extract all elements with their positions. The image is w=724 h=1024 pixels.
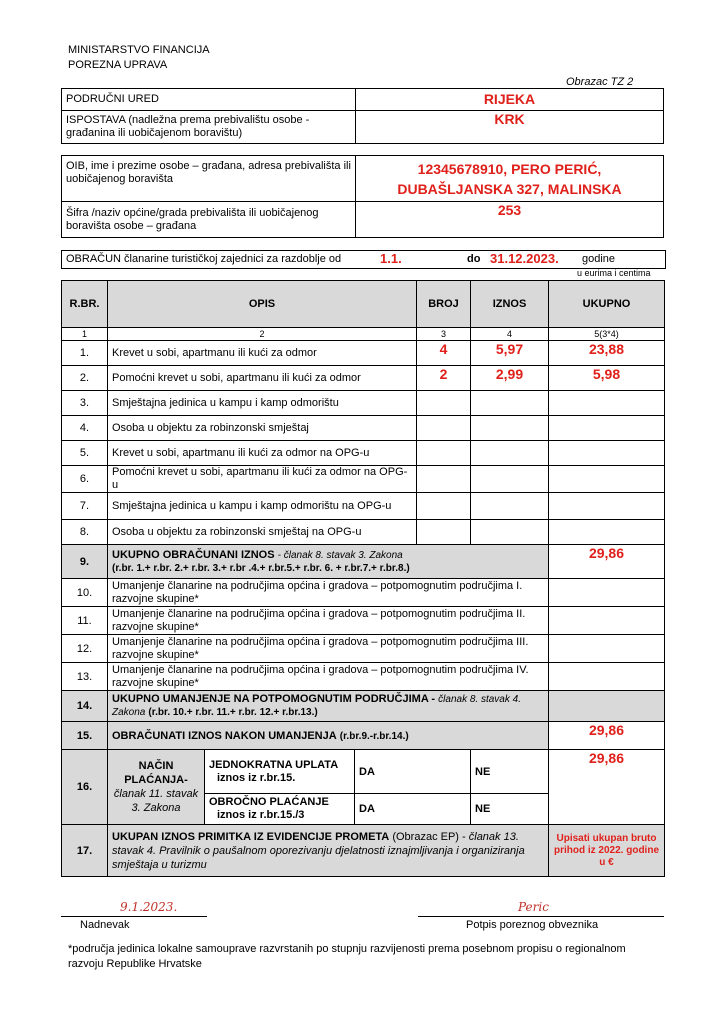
single-payment: [205, 750, 355, 794]
period-label: OBRAČUN članarine turističkoj zajednici za razdoblje od: [66, 253, 342, 265]
row-count[interactable]: [417, 441, 471, 466]
signature-line: [418, 916, 664, 917]
header-rbr: R.BR.: [62, 281, 108, 328]
row-description: Umanjenje članarine na područjima općina i gradova – potpomognutim područjima I. razvojne skupine*: [108, 579, 549, 607]
row-total[interactable]: [549, 493, 665, 520]
payment-total-value[interactable]: 29,86: [549, 750, 665, 825]
total-description: [108, 545, 549, 579]
net-total-value[interactable]: 29,86: [549, 722, 665, 750]
table-row: [62, 341, 665, 366]
colnum-opis: 2: [108, 328, 417, 341]
oib-label: OIB, ime i prezime osobe – građana, adresa prebivališta ili uobičajenog boravišta: [62, 156, 356, 202]
header-block: [68, 43, 210, 73]
header-row: [62, 281, 665, 328]
net-total-title: OBRAČUNATI IZNOS NAKON UMANJENJA: [112, 729, 337, 742]
total-formula: (r.br. 1.+ r.br. 2.+ r.br. 3.+ r.br .4.+ r.br.5.+ r.br. 6. + r.br.7.+ r.br.8.): [112, 562, 410, 574]
date-label: Nadnevak: [80, 919, 130, 931]
date-line: [61, 916, 207, 917]
single-payment-title: JEDNOKRATNA UPLATA: [209, 758, 339, 771]
footnote: *područja jedinica lokalne samouprave razvrstanih po stupnju razvijenosti prema posebnom propisu o regionalnom razvoju Republike Hrvatske: [68, 943, 626, 970]
total-row: [62, 545, 665, 579]
row-count[interactable]: [417, 466, 471, 493]
reduction-total-title: UKUPNO UMANJENJE NA POTPOMOGNUTIM PODRUČJIMA -: [112, 693, 436, 705]
installment-title: OBROČNO PLAĆANJE: [209, 796, 329, 808]
row-amount[interactable]: [471, 520, 549, 545]
row-total[interactable]: [549, 635, 665, 663]
row-description: Krevet u sobi, apartmanu ili kući za odmor: [108, 341, 417, 366]
period-to-label: do: [467, 253, 481, 265]
total-ref: - članak 8. stavak 3. Zakona: [277, 549, 403, 561]
row-description: Umanjenje članarine na područjima općina i gradova – potpomognutim područjima IV. razvojne skupine*: [108, 663, 549, 691]
row-count[interactable]: [417, 520, 471, 545]
column-number-row: [62, 328, 665, 341]
person-table: [61, 155, 664, 238]
row-number: 8.: [62, 520, 108, 545]
colnum-iznos: 4: [471, 328, 549, 341]
reduction-row: [62, 663, 665, 691]
row-number: 12.: [62, 635, 108, 663]
colnum-ukupno: 5(3*4): [549, 328, 665, 341]
row-amount[interactable]: 5,97: [471, 341, 549, 366]
row-description: Osoba u objektu za robinzonski smještaj na OPG-u: [108, 520, 417, 545]
row-number: 2.: [62, 366, 108, 391]
row-count[interactable]: 4: [417, 341, 471, 366]
row-description: Smještajna jedinica u kampu i kamp odmorištu: [108, 391, 417, 416]
row-number: 5.: [62, 441, 108, 466]
row-total[interactable]: [549, 520, 665, 545]
row-number: 13.: [62, 663, 108, 691]
payment-method-title: NAČIN PLAĆANJA-: [124, 760, 188, 786]
reduction-total-formula: (r.br. 10.+ r.br. 11.+ r.br. 12.+ r.br.13.): [148, 707, 318, 718]
period-row: [61, 250, 666, 269]
installment-da[interactable]: DA: [355, 794, 471, 825]
row-total[interactable]: [549, 441, 665, 466]
row-count[interactable]: [417, 493, 471, 520]
row-total[interactable]: [549, 416, 665, 441]
currency-note: u eurima i centima: [577, 268, 651, 278]
branch-label: ISPOSTAVA (nadležna prema prebivalištu osobe - građanina ili uobičajenom boravištu): [62, 111, 356, 144]
net-total-row: [62, 722, 665, 750]
date-value[interactable]: 9.1.2023.: [120, 900, 178, 914]
payment-method-ref: članak 11. stavak 3. Zakona: [113, 788, 199, 814]
row-number: 3.: [62, 391, 108, 416]
table-row: [62, 493, 665, 520]
header-opis: OPIS: [108, 281, 417, 328]
row-number: 4.: [62, 416, 108, 441]
income-row: [62, 825, 665, 877]
row-amount[interactable]: [471, 441, 549, 466]
net-total-formula: (r.br.9.-r.br.14.): [339, 730, 409, 742]
header-broj: BROJ: [417, 281, 471, 328]
signature-label: Potpis poreznog obveznika: [466, 919, 599, 931]
row-number: 11.: [62, 607, 108, 635]
row-description: Krevet u sobi, apartmanu ili kući za odmor na OPG-u: [108, 441, 417, 466]
oib-value-line1: 12345678910, PERO PERIĆ,: [417, 160, 602, 177]
header-iznos: IZNOS: [471, 281, 549, 328]
income-title: UKUPAN IZNOS PRIMITKA IZ EVIDENCIJE PROMETA: [112, 830, 390, 843]
table-row: [62, 466, 665, 493]
row-number: 1.: [62, 341, 108, 366]
installment-sub: iznos iz r.br.15./3: [217, 809, 305, 821]
single-payment-sub: iznos iz r.br.15.: [217, 771, 296, 784]
office-table: [61, 88, 664, 144]
payment-method: [108, 750, 205, 825]
total-value[interactable]: 29,86: [549, 545, 665, 579]
row-amount[interactable]: [471, 493, 549, 520]
period-suffix: godine: [582, 253, 616, 265]
row-number: 10.: [62, 579, 108, 607]
table-row: [62, 520, 665, 545]
regional-office-label: PODRUČNI URED: [62, 89, 356, 111]
form-code: Obrazac TZ 2: [566, 76, 634, 88]
reduction-total-description: [108, 691, 549, 722]
row-amount[interactable]: [471, 466, 549, 493]
row-count[interactable]: [417, 391, 471, 416]
agency-name: POREZNA UPRAVA: [68, 59, 168, 71]
reduction-total-ref: članak 8. stavak 4. Zakona: [112, 694, 521, 718]
row-total[interactable]: [549, 663, 665, 691]
row-number: 6.: [62, 466, 108, 493]
row-total[interactable]: [549, 579, 665, 607]
row-number: 17.: [62, 825, 108, 877]
branch-value[interactable]: KRK: [356, 111, 664, 144]
row-description: Pomoćni krevet u sobi, apartmanu ili kući za odmor na OPG-u: [108, 466, 417, 493]
calc-table: [61, 280, 665, 877]
row-total[interactable]: [549, 466, 665, 493]
regional-office-value[interactable]: RIJEKA: [356, 89, 664, 111]
table-row: [62, 366, 665, 391]
period-to[interactable]: 31.12.2023.: [490, 251, 559, 266]
municipality-label: Šifra /naziv općine/grada prebivališta ili uobičajenog boravišta osobe – građana: [62, 202, 356, 238]
row-number: 9.: [62, 545, 108, 579]
row-amount[interactable]: [471, 416, 549, 441]
row-total[interactable]: [549, 691, 665, 722]
net-total-description: [108, 722, 549, 750]
income-ref: članak 13. stavak 4. Pravilnik o paušalnom oporezivanju djelatnosti iznajmljivanja i organiziranja smještaja u turizmu: [112, 830, 525, 871]
table-row: [62, 416, 665, 441]
ministry-name: MINISTARSTVO FINANCIJA: [68, 44, 210, 56]
oib-value-line2: DUBAŠLJANSKA 327, MALINSKA: [397, 180, 622, 197]
single-payment-ne[interactable]: NE: [471, 750, 549, 794]
signature-value[interactable]: Peric: [518, 900, 549, 914]
income-title-plain: (Obrazac EP) -: [392, 830, 466, 843]
income-note[interactable]: Upisati ukupan bruto prihod iz 2022. godine u €: [549, 825, 665, 877]
row-description: Umanjenje članarine na područjima općina i gradova – potpomognutim područjima III. razvojne skupine*: [108, 635, 549, 663]
payment-row: [62, 750, 665, 794]
row-number: 15.: [62, 722, 108, 750]
income-description: [108, 825, 549, 877]
oib-value[interactable]: [356, 156, 664, 202]
header-ukupno: UKUPNO: [549, 281, 665, 328]
reduction-total-row: [62, 691, 665, 722]
row-total[interactable]: 23,88: [549, 341, 665, 366]
reduction-row: [62, 635, 665, 663]
row-amount[interactable]: [471, 391, 549, 416]
row-description: Smještajna jedinica u kampu i kamp odmorištu na OPG-u: [108, 493, 417, 520]
row-count[interactable]: [417, 416, 471, 441]
table-row: [62, 391, 665, 416]
municipality-value[interactable]: 253: [356, 202, 664, 238]
row-description: Umanjenje članarine na područjima općina i gradova – potpomognutim područjima II. razvojne skupine*: [108, 607, 549, 635]
period-from[interactable]: 1.1.: [380, 251, 402, 266]
row-number: 14.: [62, 691, 108, 722]
table-row: [62, 441, 665, 466]
single-payment-da[interactable]: DA: [355, 750, 471, 794]
row-count[interactable]: 2: [417, 366, 471, 391]
reduction-row: [62, 607, 665, 635]
installment-ne[interactable]: NE: [471, 794, 549, 825]
colnum-broj: 3: [417, 328, 471, 341]
row-description: Pomoćni krevet u sobi, apartmanu ili kući za odmor: [108, 366, 417, 391]
colnum-rbr: 1: [62, 328, 108, 341]
reduction-row: [62, 579, 665, 607]
row-amount[interactable]: 2,99: [471, 366, 549, 391]
row-number: 16.: [62, 750, 108, 825]
row-total[interactable]: [549, 391, 665, 416]
total-title: UKUPNO OBRAČUNANI IZNOS: [112, 548, 275, 561]
row-description: Osoba u objektu za robinzonski smještaj: [108, 416, 417, 441]
row-total[interactable]: [549, 607, 665, 635]
row-total[interactable]: 5,98: [549, 366, 665, 391]
installment-payment: [205, 794, 355, 825]
row-number: 7.: [62, 493, 108, 520]
